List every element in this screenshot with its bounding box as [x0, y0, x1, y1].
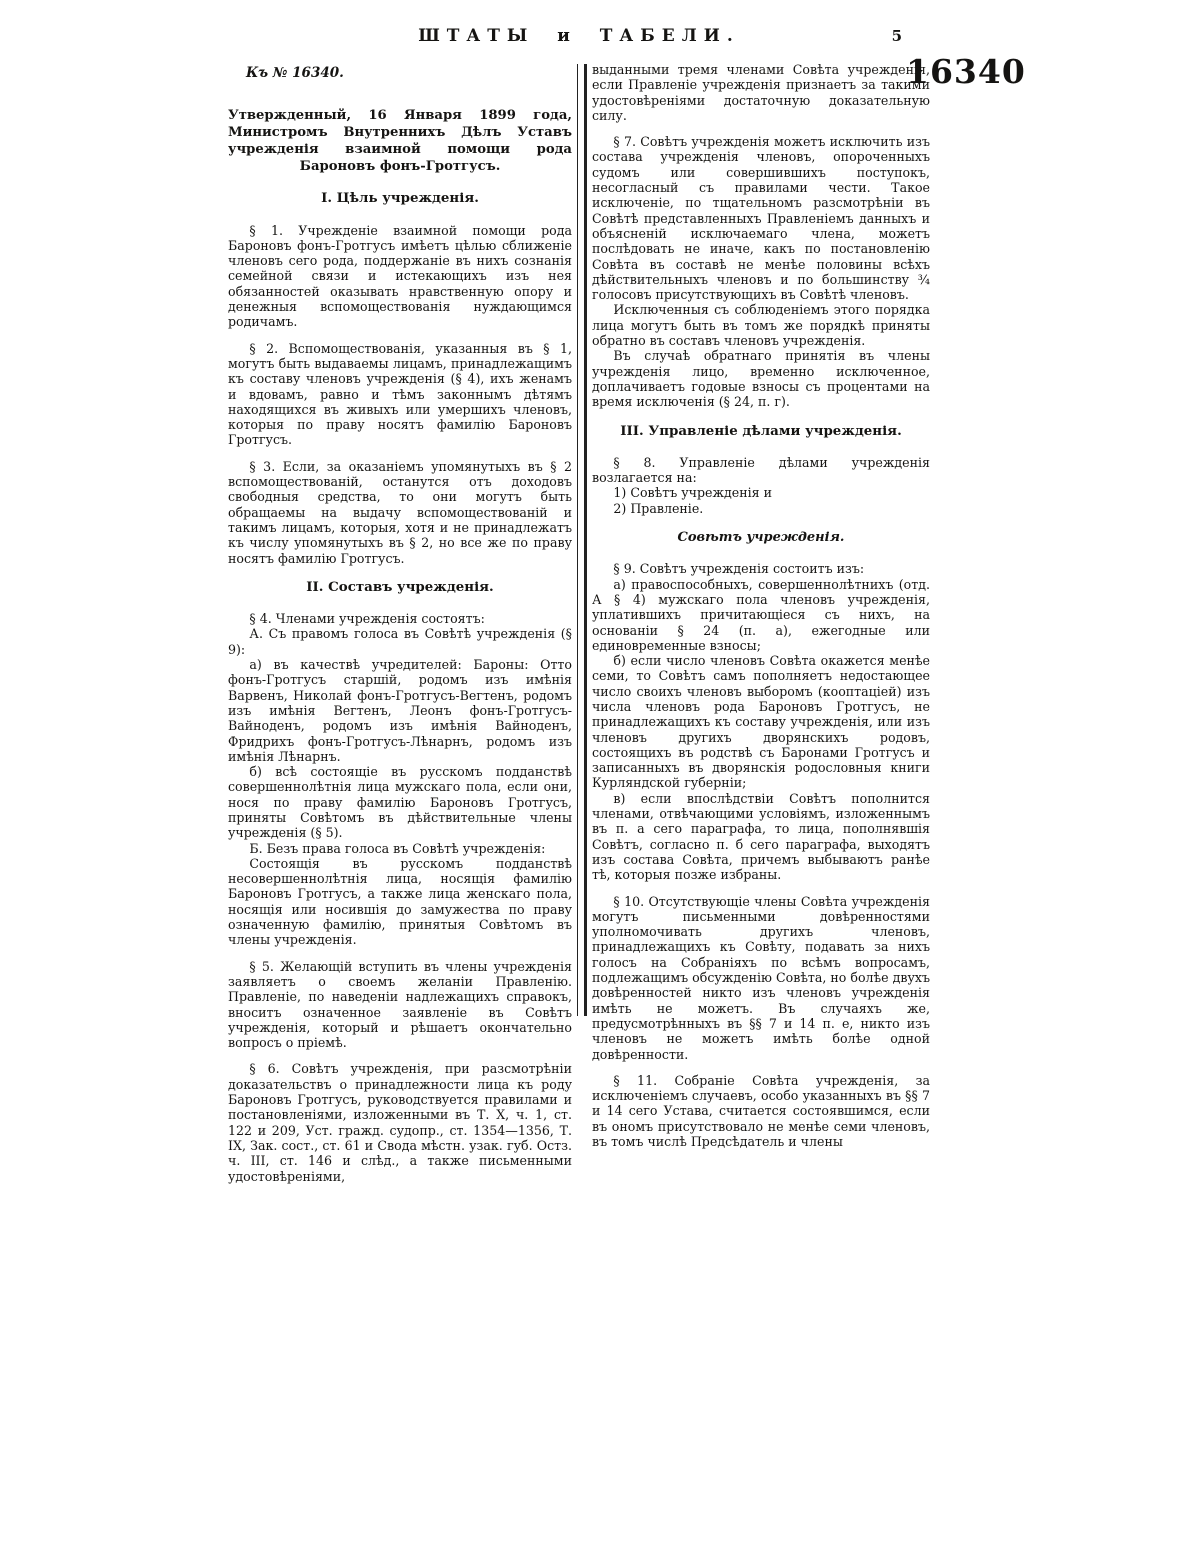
- paragraph-4-item-a: а) въ качествѣ учредителей: Бароны: Отто фонъ-Гротгусъ старшій, родомъ изъ имѣнія Варвенъ, Николай фонъ-Гротгусъ-Вегтенъ, родомъ изъ имѣнія Вегтенъ, Леонъ фонъ-Гротгусъ-Вайноденъ, родомъ изъ имѣнія Вайноденъ, Фридрихъ фонъ-Гротгусъ-Лѣнарнъ, родомъ изъ имѣнія Лѣнарнъ.: [228, 657, 572, 764]
- scanned-page: [228, 26, 930, 1195]
- margin-act-number: 16340: [906, 52, 1026, 91]
- paragraph-11: § 11. Собраніе Совѣта учрежденія, за исключеніемъ случаевъ, особо указанныхъ въ §§ 7 и 14 сего Устава, считается состоявшимся, если въ ономъ присутствовало не менѣе семи членовъ, въ томъ числѣ Предсѣдатель и члены: [591, 1072, 930, 1149]
- paragraph-6-continuation: выданными тремя членами Совѣта учрежденія, если Правленіе учрежденія признаетъ за такими удостовѣреніями достаточную доказательную силу.: [591, 62, 930, 123]
- paragraph-1: § 1. Учрежденіе взаимной помощи рода Бароновъ фонъ-Гротгусъ имѣетъ цѣлью сближеніе членовъ сего рода, поддержаніе въ нихъ сознанія семейной связи и истекающихъ изъ нея обязанностей оказывать нравственную опору и денежныя вспомоществованія нуждающимся родичамъ.: [228, 222, 572, 330]
- paragraph-9-item-a: а) правоспособныхъ, совершеннолѣтнихъ (отд. А § 4) мужскаго пола членовъ учрежденія, уплатившихъ причитающіеся съ нихъ, на основаніи § 24 (п. а), ежегодные или единовременные взносы;: [591, 576, 930, 653]
- paragraph-7-readmission: Исключенныя съ соблюденіемъ этого порядка лица могутъ быть въ томъ же порядкѣ приняты обратно въ составъ членовъ учрежденія.: [591, 302, 930, 349]
- paragraph-4-item-A: А. Съ правомъ голоса въ Совѣтѣ учрежденія (§ 9):: [228, 626, 572, 657]
- paragraph-7: § 7. Совѣтъ учрежденія можетъ исключить изъ состава учрежденія членовъ, опороченныхъ судомъ или совершившихъ поступокъ, несогласный съ правилами чести. Такое исключеніе, по тщательномъ разсмотрѣніи въ Совѣтѣ представленныхъ Правленіемъ данныхъ и объясненій исключаемаго члена, можетъ послѣдовать не иначе, какъ по постановленію Совѣта въ составѣ не менѣе половины всѣхъ дѣйствительныхъ членовъ и по большинству ¾ голосовъ присутствующихъ въ Совѣтѣ членовъ.: [591, 134, 930, 303]
- page-number: 5: [891, 27, 902, 45]
- paragraph-8-item-1: 1) Совѣтъ учрежденія и: [613, 485, 773, 501]
- section-heading-3: III. Управленіе дѣлами учрежденія.: [620, 422, 902, 439]
- running-head-title: ШТАТЫ и ТАБЕЛИ.: [418, 26, 740, 46]
- running-head: [228, 26, 930, 56]
- column-divider-rule: [577, 64, 587, 1016]
- paragraph-9: § 9. Совѣтъ учрежденія состоитъ изъ:: [613, 561, 865, 577]
- statute-title-paragraph: Утвержденный, 16 Января 1899 года, Министромъ Внутреннихъ Дѣлъ Уставъ учрежденія взаимной помощи рода Бароновъ фонъ-Гротгусъ.: [228, 108, 572, 175]
- paragraph-10: § 10. Отсутствующіе члены Совѣта учрежденія могутъ письменными довѣренностями уполномочивать другихъ членовъ, принадлежащихъ къ Совѣту, подавать за нихъ голосъ на Собраніяхъ по всѣмъ вопросамъ, подлежащимъ обсужденію Совѣта, но болѣе двухъ довѣренностей никто изъ членовъ учрежденія имѣть не можетъ. Въ случаяхъ же, предусмотрѣнныхъ въ §§ 7 и 14 п. е, никто изъ членовъ не можетъ имѣть болѣе одной довѣренности.: [591, 893, 930, 1062]
- paragraph-8-item-2: 2) Правленіе.: [613, 500, 704, 516]
- paragraph-4-intro: § 4. Членами учрежденія состоятъ:: [249, 611, 485, 627]
- paragraph-6: § 6. Совѣтъ учрежденія, при разсмотрѣніи доказательствъ о принадлежности лица къ роду Бароновъ Гротгусъ, руководствуется правилами и постановленіями, изложенными въ Т. X, ч. 1, ст. 122 и 209, Уст. гражд. судопр., ст. 1354—1356, Т. IX, Зак. сост., ст. 61 и Свода мѣстн. узак. губ. Остз. ч. III, ст. 146 и слѣд., а также письменными удостовѣреніями,: [228, 1061, 572, 1184]
- paragraph-8: § 8. Управленіе дѣлами учрежденія возлагается на:: [591, 454, 930, 486]
- right-column: [592, 62, 930, 1160]
- two-column-body: [228, 62, 930, 1195]
- section-heading-2: II. Составъ учрежденія.: [306, 578, 494, 595]
- section-heading-1: I. Цѣль учрежденія.: [321, 190, 479, 207]
- paragraph-9-item-b: б) если число членовъ Совѣта окажется менѣе семи, то Совѣтъ самъ пополняетъ недостающее число своихъ членовъ выборомъ (кооптаціей) изъ числа членовъ рода Бароновъ Гротгусъ, не принадлежащихъ къ составу учрежденія, или изъ членовъ другихъ дворянскихъ родовъ, состоящихъ въ родствѣ съ Баронами Гротгусъ и записанныхъ въ дворянскія родословныя книги Курляндской губерніи;: [591, 653, 930, 791]
- document-reference: Къ № 16340.: [246, 65, 344, 81]
- paragraph-9-item-v: в) если впослѣдствіи Совѣтъ пополнится членами, отвѣчающими условіямъ, изложеннымъ въ п. а сего параграфа, то лица, пополнявшія Совѣтъ, согласно п. б сего параграфа, выходятъ изъ состава Совѣта, причемъ выбываютъ ранѣе тѣ, которыя позже избраны.: [591, 790, 930, 883]
- paragraph-3: § 3. Если, за оказаніемъ упомянутыхъ въ § 2 вспомоществованій, останутся отъ доходовъ свободныя средства, то они могутъ быть обращаемы на выдачу вспомоществованій и такимъ лицамъ, которыя, хотя и не принадлежатъ къ числу упомянутыхъ въ § 2, но все же по праву носятъ фамилію Гротгусъ.: [228, 458, 572, 566]
- paragraph-4-item-B: Б. Безъ права голоса въ Совѣтѣ учрежденія:: [249, 840, 546, 856]
- paragraph-4-item-b: б) всѣ состоящіе въ русскомъ подданствѣ совершеннолѣтнія лица мужскаго пола, если они, нося по праву фамилію Бароновъ Гротгусъ, приняты Совѣтомъ въ дѣйствительные члены учрежденія (§ 5).: [228, 764, 572, 841]
- paragraph-4-item-B-text: Состоящія въ русскомъ подданствѣ несовершеннолѣтнія лица, носящія фамилію Бароновъ Гротгусъ, а также лица женскаго пола, носящія или носившія до замужества по праву означенную фамилію, принятыя Совѣтомъ въ члены учрежденія.: [228, 855, 572, 948]
- council-subheading: Совѣтъ учрежденія.: [677, 530, 845, 546]
- paragraph-7-dues: Въ случаѣ обратнаго принятія въ члены учрежденія лицо, временно исключенное, доплачиваетъ годовые взносы съ процентами на время исключенія (§ 24, п. г).: [591, 348, 930, 410]
- paragraph-5: § 5. Желающій вступить въ члены учрежденія заявляетъ о своемъ желаніи Правленію. Правленіе, по наведеніи надлежащихъ справокъ, вноситъ означенное заявленіе въ Совѣтъ учрежденія, который и рѣшаетъ окончательно вопросъ о пріемѣ.: [228, 958, 572, 1051]
- paragraph-2: § 2. Вспомоществованія, указанныя въ § 1, могутъ быть выдаваемы лицамъ, принадлежащимъ къ составу членовъ учрежденія (§ 4), ихъ женамъ и вдовамъ, равно и тѣмъ законнымъ дѣтямъ находящихся въ живыхъ или умершихъ членовъ, которыя по праву носятъ фамилію Бароновъ Гротгусъ.: [228, 340, 572, 448]
- left-column: [228, 62, 572, 1195]
